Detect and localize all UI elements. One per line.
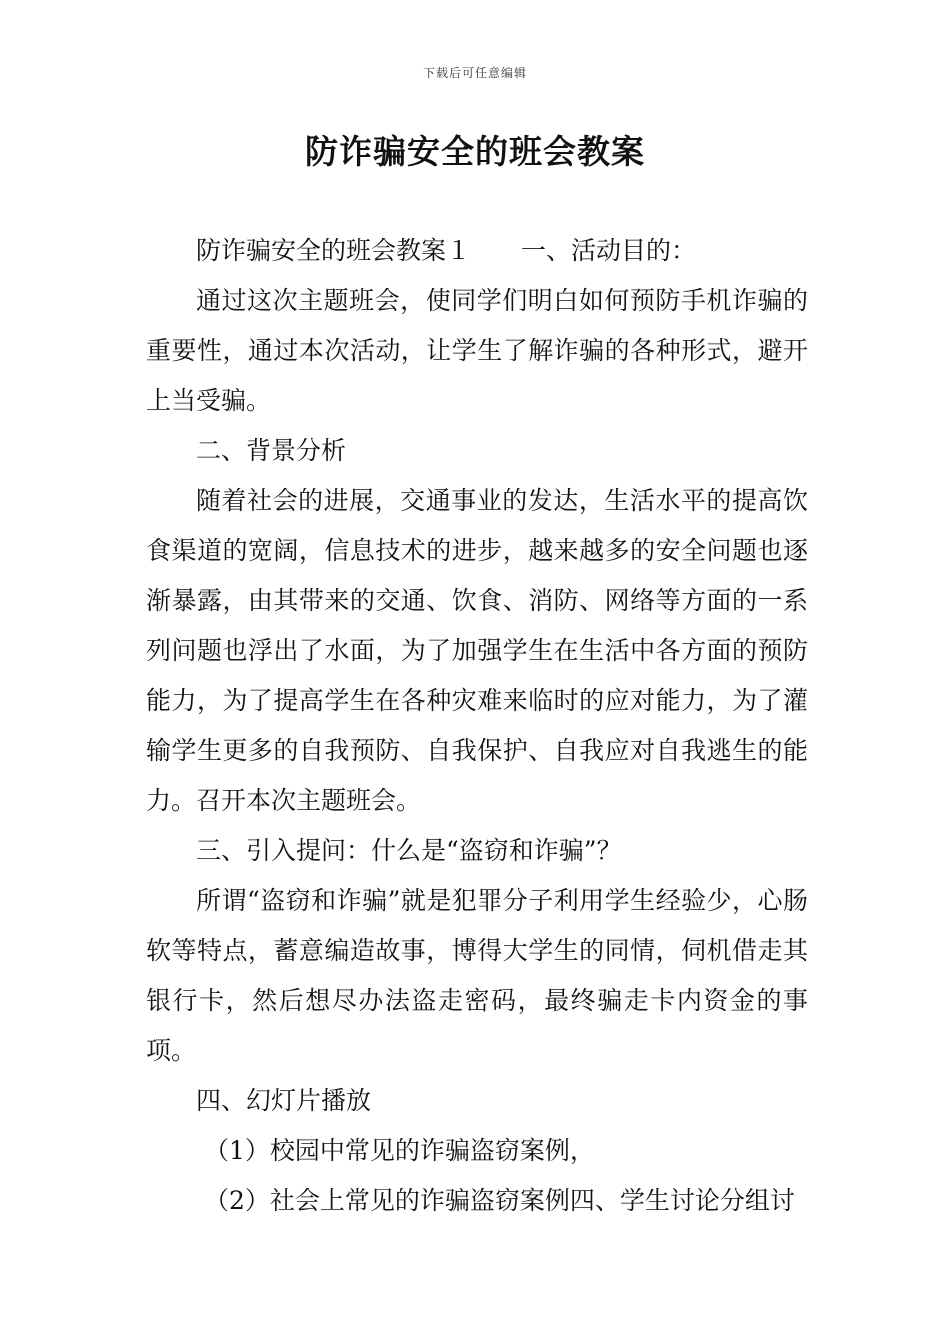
document-body xyxy=(146,226,808,1226)
section-heading-background: 二、背景分析 xyxy=(196,436,347,465)
section-heading-slides: 四、幻灯片播放 xyxy=(196,1086,372,1115)
paragraph-definition: 所谓“盗窃和诈骗”就是犯罪分子利用学生经验少，心肠软等特点，蓄意编造故事，博得大学生的同情，伺机借走其银行卡，然后想尽办法盗走密码，最终骗走卡内资金的事项。 xyxy=(146,886,808,1065)
list-item: （2）社会上常见的诈骗盗窃案例四、学生讨论分组讨 xyxy=(204,1186,795,1215)
paragraph-background: 随着社会的进展，交通事业的发达，生活水平的提高饮食渠道的宽阔，信息技术的进步，越来越多的安全问题也逐渐暴露，由其带来的交通、饮食、消防、网络等方面的一系列问题也浮出了水面，为了加强学生在生活中各方面的预防能力，为了提高学生在各种灾难来临时的应对能力，为了灌输学生更多的自我预防、自我保护、自我应对自我逃生的能力。召开本次主题班会。 xyxy=(146,486,808,815)
header-note: 下载后可任意编辑 xyxy=(422,66,527,80)
document-title: 防诈骗安全的班会教案 xyxy=(305,132,645,171)
list-item: （1）校园中常见的诈骗盗窃案例， xyxy=(204,1136,595,1165)
paragraph-objective: 通过这次主题班会，使同学们明白如何预防手机诈骗的重要性，通过本次活动，让学生了解诈骗的各种形式，避开上当受骗。 xyxy=(146,286,808,415)
section-heading-question: 三、引入提问：什么是“盗窃和诈骗”？ xyxy=(196,836,622,865)
paragraph-intro: 防诈骗安全的班会教案１ 一、活动目的： xyxy=(196,236,697,265)
